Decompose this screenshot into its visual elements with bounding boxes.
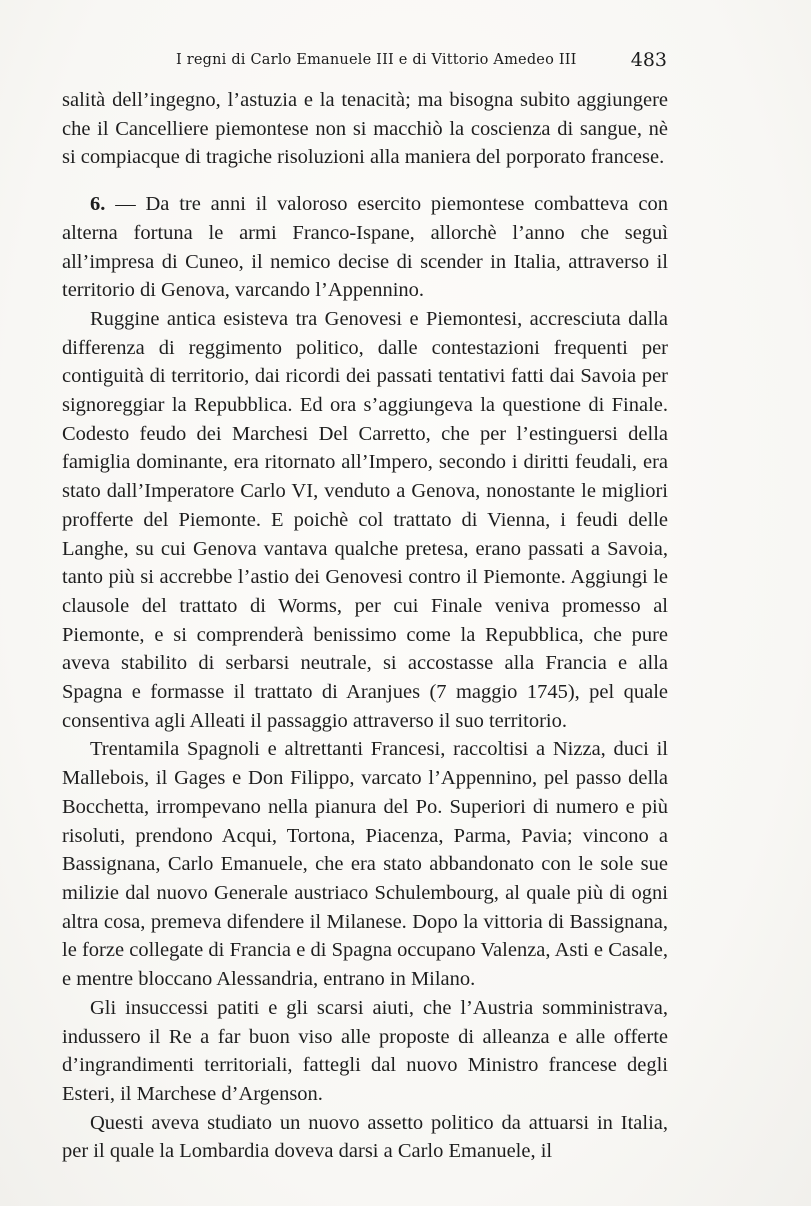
- page-number: 483: [630, 49, 667, 71]
- paragraph: [62, 735, 668, 993]
- paragraph: [62, 305, 668, 736]
- paragraph-text: Questi aveva studiato un nuovo assetto politico da attuarsi in Italia, per il quale la Lombardia doveva darsi a Carlo Emanuele, il: [62, 1111, 668, 1163]
- paragraph-text: Trentamila Spagnoli e altrettanti Francesi, raccoltisi a Nizza, duci il Mallebois, il Gages e Don Filippo, varcato l’Appennino, pel passo della Bocchetta, irrompevano nella pianura del Po. Superiori di numero e più risoluti, prendono Acqui, Tortona, Piacenza, Parma, Pavia; vincono a Bassignana, Carlo Emanuele, che era stato abbandonato con le sole sue milizie dal nuovo Generale austriaco Schulembourg, al quale più di ogni altra cosa, premeva difendere il Milanese. Dopo la vittoria di Bassignana, le forze collegate di Francia e di Spagna occupano Valenza, Asti e Casale, e mentre bloccano Alessandria, entrano in Milano.: [62, 738, 668, 991]
- paragraph-text: salità dell’ingegno, l’astuzia e la tenacità; ma bisogna subito aggiungere che il Cancelliere piemontese non si macchiò la coscienza di sangue, nè si compiacque di tragiche risoluzioni alla maniera del porporato francese.: [62, 89, 668, 169]
- paragraph-section-6: [62, 190, 668, 305]
- section-number: 6.: [90, 193, 106, 216]
- paragraph-continuation: [62, 86, 668, 172]
- paragraph: [62, 1109, 668, 1166]
- paragraph-text: Gli insuccessi patiti e gli scarsi aiuti, che l’Austria somministrava, indussero il Re a far buon viso alle proposte di alleanza e alle offerte d’ingrandimenti territoriali, fattegli dal nuovo Ministro francese degli Esteri, il Marchese d’Argenson.: [62, 996, 668, 1105]
- paragraph-text: Ruggine antica esisteva tra Genovesi e Piemontesi, accresciuta dalla differenza di reggimento politico, dalle contestazioni frequenti per contiguità di territorio, dai ricordi dei passati tentativi fatti dai Savoia per signoreggiar la Repubblica. Ed ora s’aggiungeva la questione di Finale. Codesto feudo dei Marchesi Del Carretto, che per l’estinguersi della famiglia dominante, era ritornato all’Impero, secondo i diritti feudali, era stato dall’Imperatore Carlo VI, venduto a Genova, nonostante le migliori profferte del Piemonte. E poichè col trattato di Vienna, i feudi delle Langhe, su cui Genova vantava qualche pretesa, erano passati a Savoia, tanto più si accrebbe l’astio dei Genovesi contro il Piemonte. Aggiungi le clausole del trattato di Worms, per cui Finale veniva promesso al Piemonte, e si comprenderà benissimo come la Repubblica, che pure aveva stabilito di serbarsi neutrale, si accostasse alla Francia e alla Spagna e formasse il trattato di Aranjues (7 maggio 1745), pel quale consentiva agli Alleati il passaggio attraverso il suo territorio.: [62, 307, 668, 732]
- paragraph: [62, 994, 668, 1109]
- running-head: [60, 46, 667, 74]
- running-title: I regni di Carlo Emanuele III e di Vittorio Amedeo III: [176, 52, 577, 68]
- body-text: [62, 86, 668, 1166]
- paragraph-text: — Da tre anni il valoroso esercito piemontese combatteva con alterna fortuna le armi Franco-Ispane, allorchè l’anno che seguì all’impresa di Cuneo, il nemico decise di scender in Italia, attraverso il territorio di Genova, varcando l’Appennino.: [62, 193, 668, 302]
